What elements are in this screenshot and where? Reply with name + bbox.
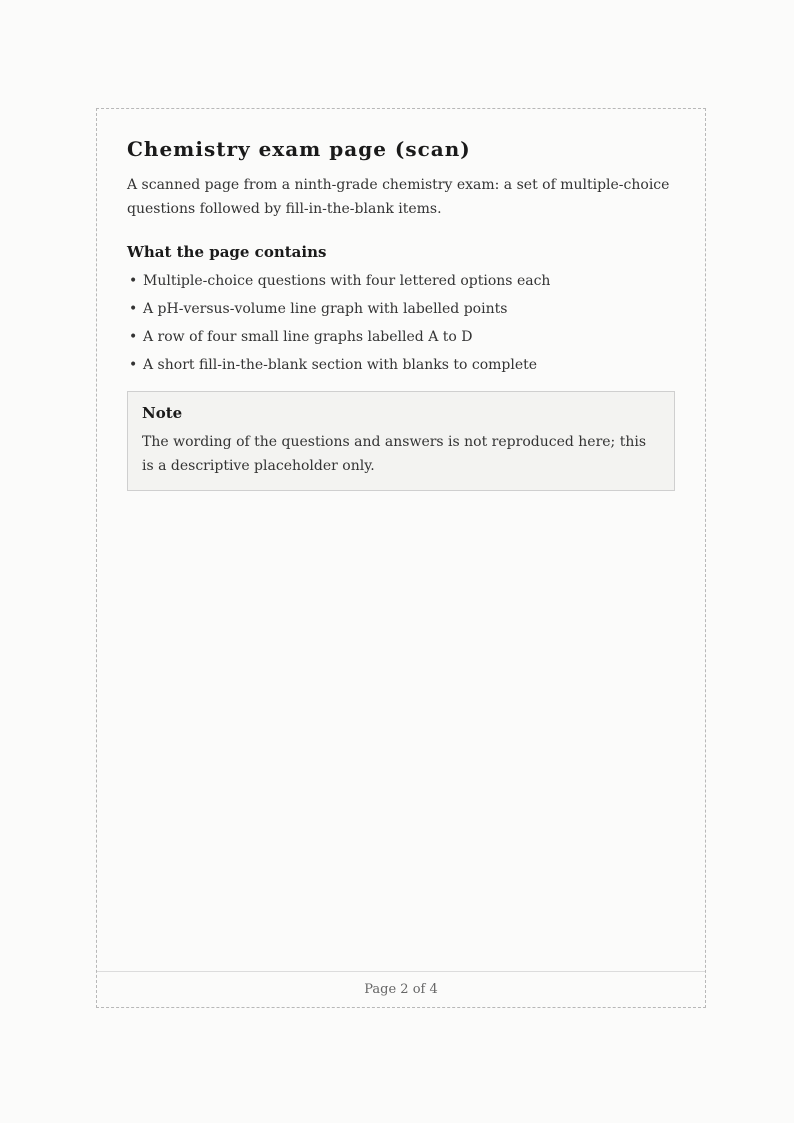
- note-box: [127, 391, 675, 491]
- section-item: • A row of four small line graphs labelled A to D: [127, 325, 675, 349]
- note-text: The wording of the questions and answers is not reproduced here; this is a descriptive placeholder only.: [142, 434, 647, 474]
- section-item: • Multiple-choice questions with four lettered options each: [127, 269, 675, 293]
- page-lead: A scanned page from a ninth-grade chemistry exam: a set of multiple-choice questions followed by fill-in-the-blank items.: [127, 177, 670, 217]
- section-item: • A short fill-in-the-blank section with blanks to complete: [127, 353, 675, 377]
- section-item: • A pH-versus-volume line graph with labelled points: [127, 297, 675, 321]
- page-heading: Chemistry exam page (scan): [127, 137, 471, 161]
- sections-title: What the page contains: [127, 243, 327, 261]
- note-title: Note: [142, 404, 183, 422]
- page-footer: Page 2 of 4: [97, 971, 705, 1007]
- page-content: [96, 108, 706, 1008]
